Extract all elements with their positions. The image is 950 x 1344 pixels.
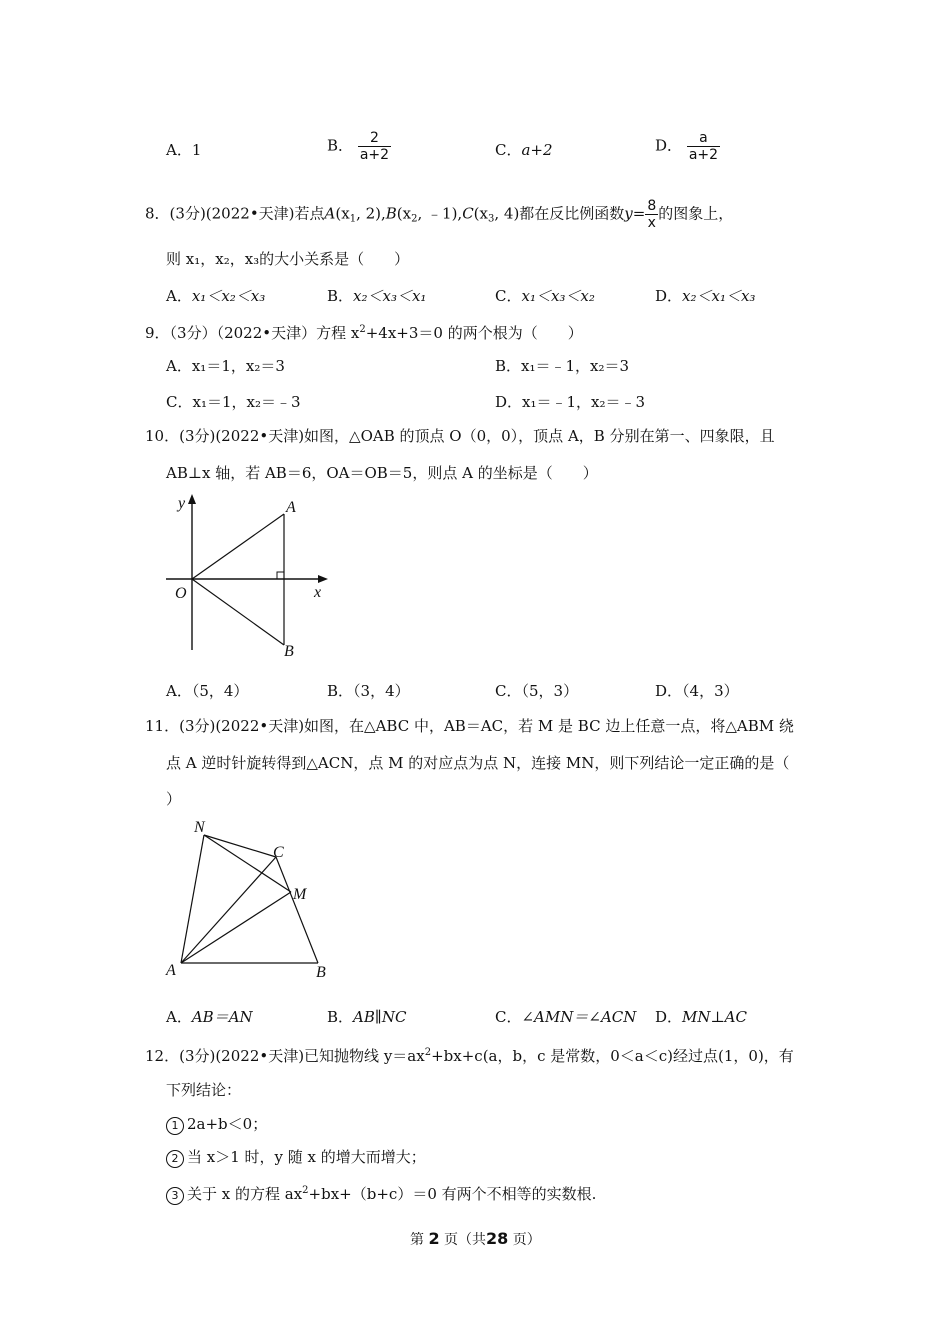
label-x: x — [314, 584, 322, 601]
q7-d-fraction: $\frac{a}{a+2}$ — [688, 130, 719, 163]
label-a: A — [166, 962, 176, 979]
segment-cb — [276, 857, 318, 963]
q12-item-2: 2 当 x＞1 时，y 随 x 的增大而增大； — [166, 1147, 426, 1168]
q12-item-1: 1 2a+b＜0； — [166, 1114, 267, 1135]
right-angle-mark — [277, 572, 284, 579]
label-b: B — [284, 643, 294, 660]
q8-option-d: D．x₂＜x₁＜x₃ — [655, 287, 756, 305]
q8-stem: 8．(3分)(2022•天津)若点$A(x_1$, $2),B(x_2$, $﹣1),C(x_3$, 4)都在反比例函数y= $\frac{8}{x}$ 的图象上， — [145, 198, 734, 231]
q7-option-d: D． $\frac{a}{a+2}$ — [655, 130, 719, 163]
circled-number: 1 — [166, 1117, 184, 1135]
segment-nc — [204, 835, 276, 857]
q7-option-a: A．1 — [166, 141, 202, 159]
q11-option-c: C．∠AMN＝∠ACN — [495, 1008, 637, 1026]
circled-number: 3 — [166, 1187, 184, 1205]
segment-an — [181, 835, 204, 963]
q9-option-c: C．x₁＝1，x₂＝﹣3 — [166, 393, 301, 411]
page-footer: 第 2 页（共28 页） — [410, 1229, 541, 1248]
label-m: M — [293, 886, 307, 903]
circled-number: 2 — [166, 1150, 184, 1168]
q12-line1: 12．(3分)(2022•天津)已知抛物线 $y=ax^2+bx+c(a$，b，c 是常数，0＜a＜c)经过点(1，0)，有 — [145, 1047, 794, 1065]
q10-line1: 10．(3分)(2022•天津)如图，△OAB 的顶点 O（0，0），顶点 A，B 分别在第一、四象限，且 — [145, 427, 775, 445]
q10-option-c: C．（5，3） — [495, 682, 579, 700]
q11-line1: 11．(3分)(2022•天津)如图，在△ABC 中，AB＝AC，若 M 是 BC 边上任意一点，将△ABM 绕 — [145, 717, 794, 735]
segment-ac — [181, 857, 276, 963]
label-y: y — [178, 495, 186, 512]
q9-option-d: D．x₁＝﹣1，x₂＝﹣3 — [495, 393, 646, 411]
q9-stem: 9．（3分）（2022•天津）方程 $x^2+4x+3=0$ 的两个根为（ ） — [145, 324, 583, 342]
segment-am — [181, 892, 291, 963]
current-page: 2 — [428, 1229, 440, 1248]
q11-option-a: A．AB＝AN — [166, 1008, 253, 1026]
q12-item-3: 3 关于 x 的方程 $ax^2+bx+(b+c)=0$ 有两个不相等的实数根. — [166, 1181, 596, 1205]
q10-option-a: A．（5，4） — [166, 682, 249, 700]
q7-option-b: B． $\frac{2}{a+2}$ — [327, 130, 390, 163]
q11-figure — [160, 815, 340, 985]
q8-option-c: C．x₁＜x₃＜x₂ — [495, 287, 595, 305]
q8-option-b: B．x₂＜x₃＜x₁ — [327, 287, 427, 305]
q12-line2: 下列结论： — [166, 1081, 242, 1099]
label-b: B — [316, 964, 326, 981]
q11-option-d: D．MN⊥AC — [655, 1008, 747, 1026]
segment-ob — [192, 579, 284, 645]
q10-line2: AB⊥x 轴，若 AB＝6，OA＝OB＝5，则点 A 的坐标是（ ） — [166, 464, 598, 482]
label-n: N — [194, 819, 205, 836]
q8-line2: 则 x₁，x₂，x₃的大小关系是（ ） — [166, 250, 410, 268]
q11-line2: 点 A 逆时针旋转得到△ACN，点 M 的对应点为点 N，连接 MN，则下列结论一定正确的是（ — [166, 754, 790, 772]
q7-b-fraction: $\frac{2}{a+2}$ — [359, 130, 390, 163]
y-axis-arrow — [188, 494, 196, 504]
q10-figure — [160, 490, 340, 665]
total-pages: 28 — [486, 1229, 509, 1248]
q10-option-d: D．（4，3） — [655, 682, 739, 700]
segment-oa — [192, 514, 284, 579]
q7-option-c: C．a+2 — [495, 141, 553, 159]
q9-option-b: B．x₁＝﹣1，x₂＝3 — [495, 357, 630, 375]
q9-option-a: A．x₁＝1，x₂＝3 — [166, 357, 285, 375]
q8-option-a: A．x₁＜x₂＜x₃ — [166, 287, 266, 305]
label-o: O — [175, 585, 187, 602]
q11-option-b: B．AB∥NC — [327, 1008, 407, 1026]
x-axis-arrow — [318, 575, 328, 583]
q10-option-b: B．（3，4） — [327, 682, 410, 700]
q8-fraction: $\frac{8}{x}$ — [647, 198, 657, 231]
q11-line3: ） — [166, 790, 182, 808]
label-a: A — [286, 499, 296, 516]
label-c: C — [273, 844, 284, 861]
